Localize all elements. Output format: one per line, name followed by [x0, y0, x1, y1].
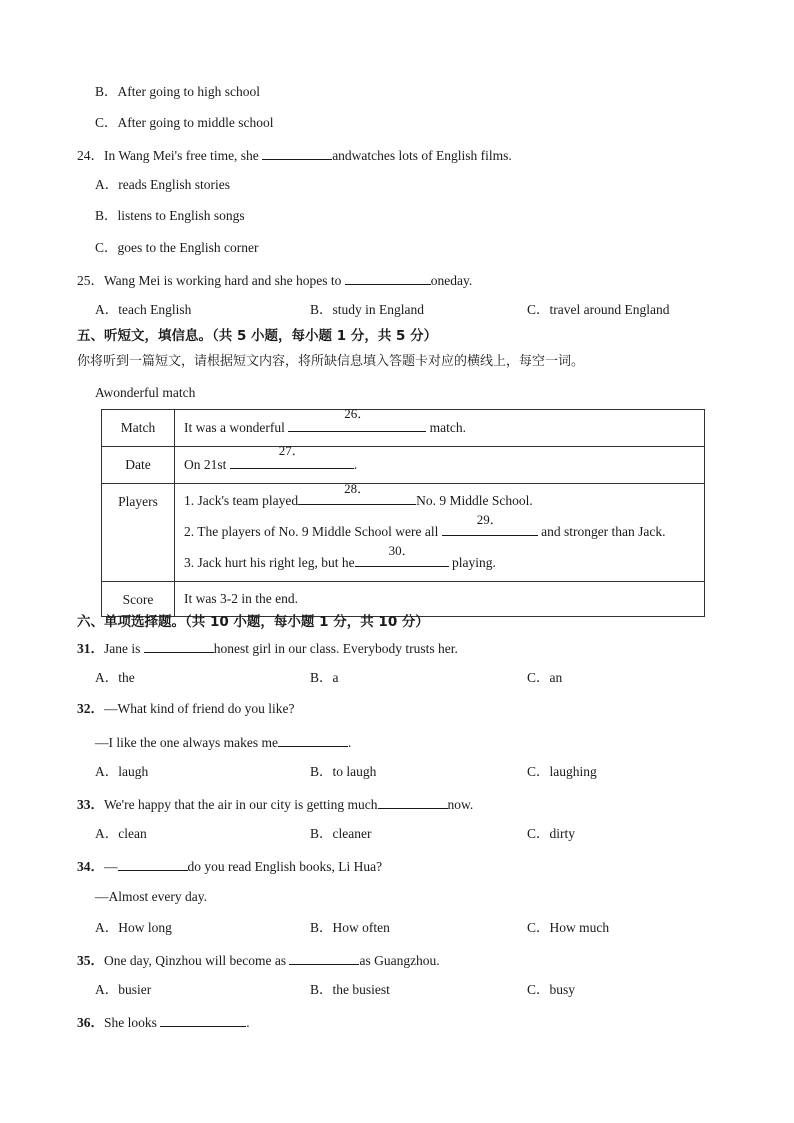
blank-27[interactable]: 27． [230, 454, 354, 469]
q25-text-post: oneday. [430, 273, 473, 288]
q32-stem: 32．—What kind of friend do you like? [77, 701, 295, 716]
q32-line2: —I like the one always makes me . [95, 732, 351, 752]
value-players: 1. Jack's team played 28． No. 9 Middle School. 2. The players of No. 9 Middle School were all 29． and stronger than Jack. 3. Jack hurt his right leg, but he 30． playing. [175, 484, 705, 582]
q31-stem: 31．Jane is honest girl in our class. Everybody trusts her. [77, 638, 458, 658]
q31-option-a: A．the [95, 670, 135, 685]
section6-heading: 六、单项选择题。（共 10 小题，每小题 1 分，共 10 分） [77, 614, 429, 630]
q24-option-a: A．reads English stories [95, 177, 230, 192]
q33-number: 33． [77, 797, 104, 812]
section5-heading: 五、听短文，填信息。（共 5 小题，每小题 1 分，共 5 分） [77, 328, 438, 344]
q32-option-a: A．laugh [95, 764, 149, 779]
q24-option-c: C．goes to the English corner [95, 240, 259, 255]
q24-blank [262, 145, 332, 160]
q25-text-pre: Wang Mei is working hard and she hopes to [104, 273, 345, 288]
value-match: It was a wonderful 26． match. [175, 410, 705, 447]
q33-blank [378, 794, 448, 809]
table-row-players [102, 484, 705, 582]
blank-26[interactable]: 26． [288, 417, 426, 432]
q25-blank [345, 270, 431, 285]
q31-number: 31． [77, 641, 104, 656]
q24-number: 24． [77, 148, 104, 163]
q25-option-c: C．travel around England [527, 302, 670, 317]
q34-option-c: C．How much [527, 920, 610, 935]
blank-30[interactable]: 30． [355, 552, 449, 567]
label-players: Players [102, 484, 175, 582]
q35-number: 35． [77, 953, 104, 968]
q32-option-b: B．to laugh [310, 764, 377, 779]
table-row-match [102, 410, 705, 447]
q25-stem [77, 270, 472, 290]
q36-blank [160, 1012, 246, 1027]
q31-blank [144, 638, 214, 653]
table-row-score [102, 582, 705, 617]
q33-option-b: B．cleaner [310, 826, 372, 841]
q23-option-c: C．After going to middle school [95, 115, 274, 130]
q34-option-b: B．How often [310, 920, 390, 935]
q32-number: 32． [77, 701, 104, 716]
q35-stem: 35．One day, Qinzhou will become as as Guangzhou. [77, 950, 440, 970]
q31-option-c: C．an [527, 670, 563, 685]
q24-stem [77, 145, 512, 165]
q33-option-a: A．clean [95, 826, 147, 841]
value-date: On 21st 27． . [175, 447, 705, 484]
q35-option-c: C．busy [527, 982, 576, 997]
q35-option-a: A．busier [95, 982, 152, 997]
blank-29[interactable]: 29． [442, 521, 538, 536]
q32-blank [278, 732, 348, 747]
q34-option-a: A．How long [95, 920, 172, 935]
q35-option-b: B．the busiest [310, 982, 390, 997]
q25-option-b: B．study in England [310, 302, 424, 317]
q36-number: 36． [77, 1015, 104, 1030]
value-score: It was 3-2 in the end. [175, 582, 705, 617]
table-title: Awonderful match [95, 385, 196, 400]
label-score: Score [102, 582, 175, 617]
q33-option-c: C．dirty [527, 826, 576, 841]
q35-blank [289, 950, 359, 965]
q24-option-b: B．listens to English songs [95, 208, 245, 223]
q25-number: 25． [77, 273, 104, 288]
q31-option-b: B．a [310, 670, 339, 685]
q36-stem: 36．She looks . [77, 1012, 250, 1032]
q34-line2: —Almost every day. [95, 889, 207, 904]
label-date: Date [102, 447, 175, 484]
label-match: Match [102, 410, 175, 447]
blank-28[interactable]: 28． [298, 490, 416, 505]
q32-option-c: C．laughing [527, 764, 597, 779]
q34-stem: 34．— do you read English books, Li Hua? [77, 856, 382, 876]
info-table [101, 406, 705, 617]
section5-instruction: 你将听到一篇短文，请根据短文内容，将所缺信息填入答题卡对应的横线上，每空一词。 [77, 354, 585, 369]
q25-option-a: A．teach English [95, 302, 192, 317]
q24-text-pre: In Wang Mei's free time, she [104, 148, 263, 163]
q34-number: 34． [77, 859, 104, 874]
q34-blank [118, 856, 188, 871]
q23-option-b: B．After going to high school [95, 84, 260, 99]
q24-text-post: andwatches lots of English films. [332, 148, 512, 163]
q33-stem: 33．We're happy that the air in our city is getting much now. [77, 794, 473, 814]
